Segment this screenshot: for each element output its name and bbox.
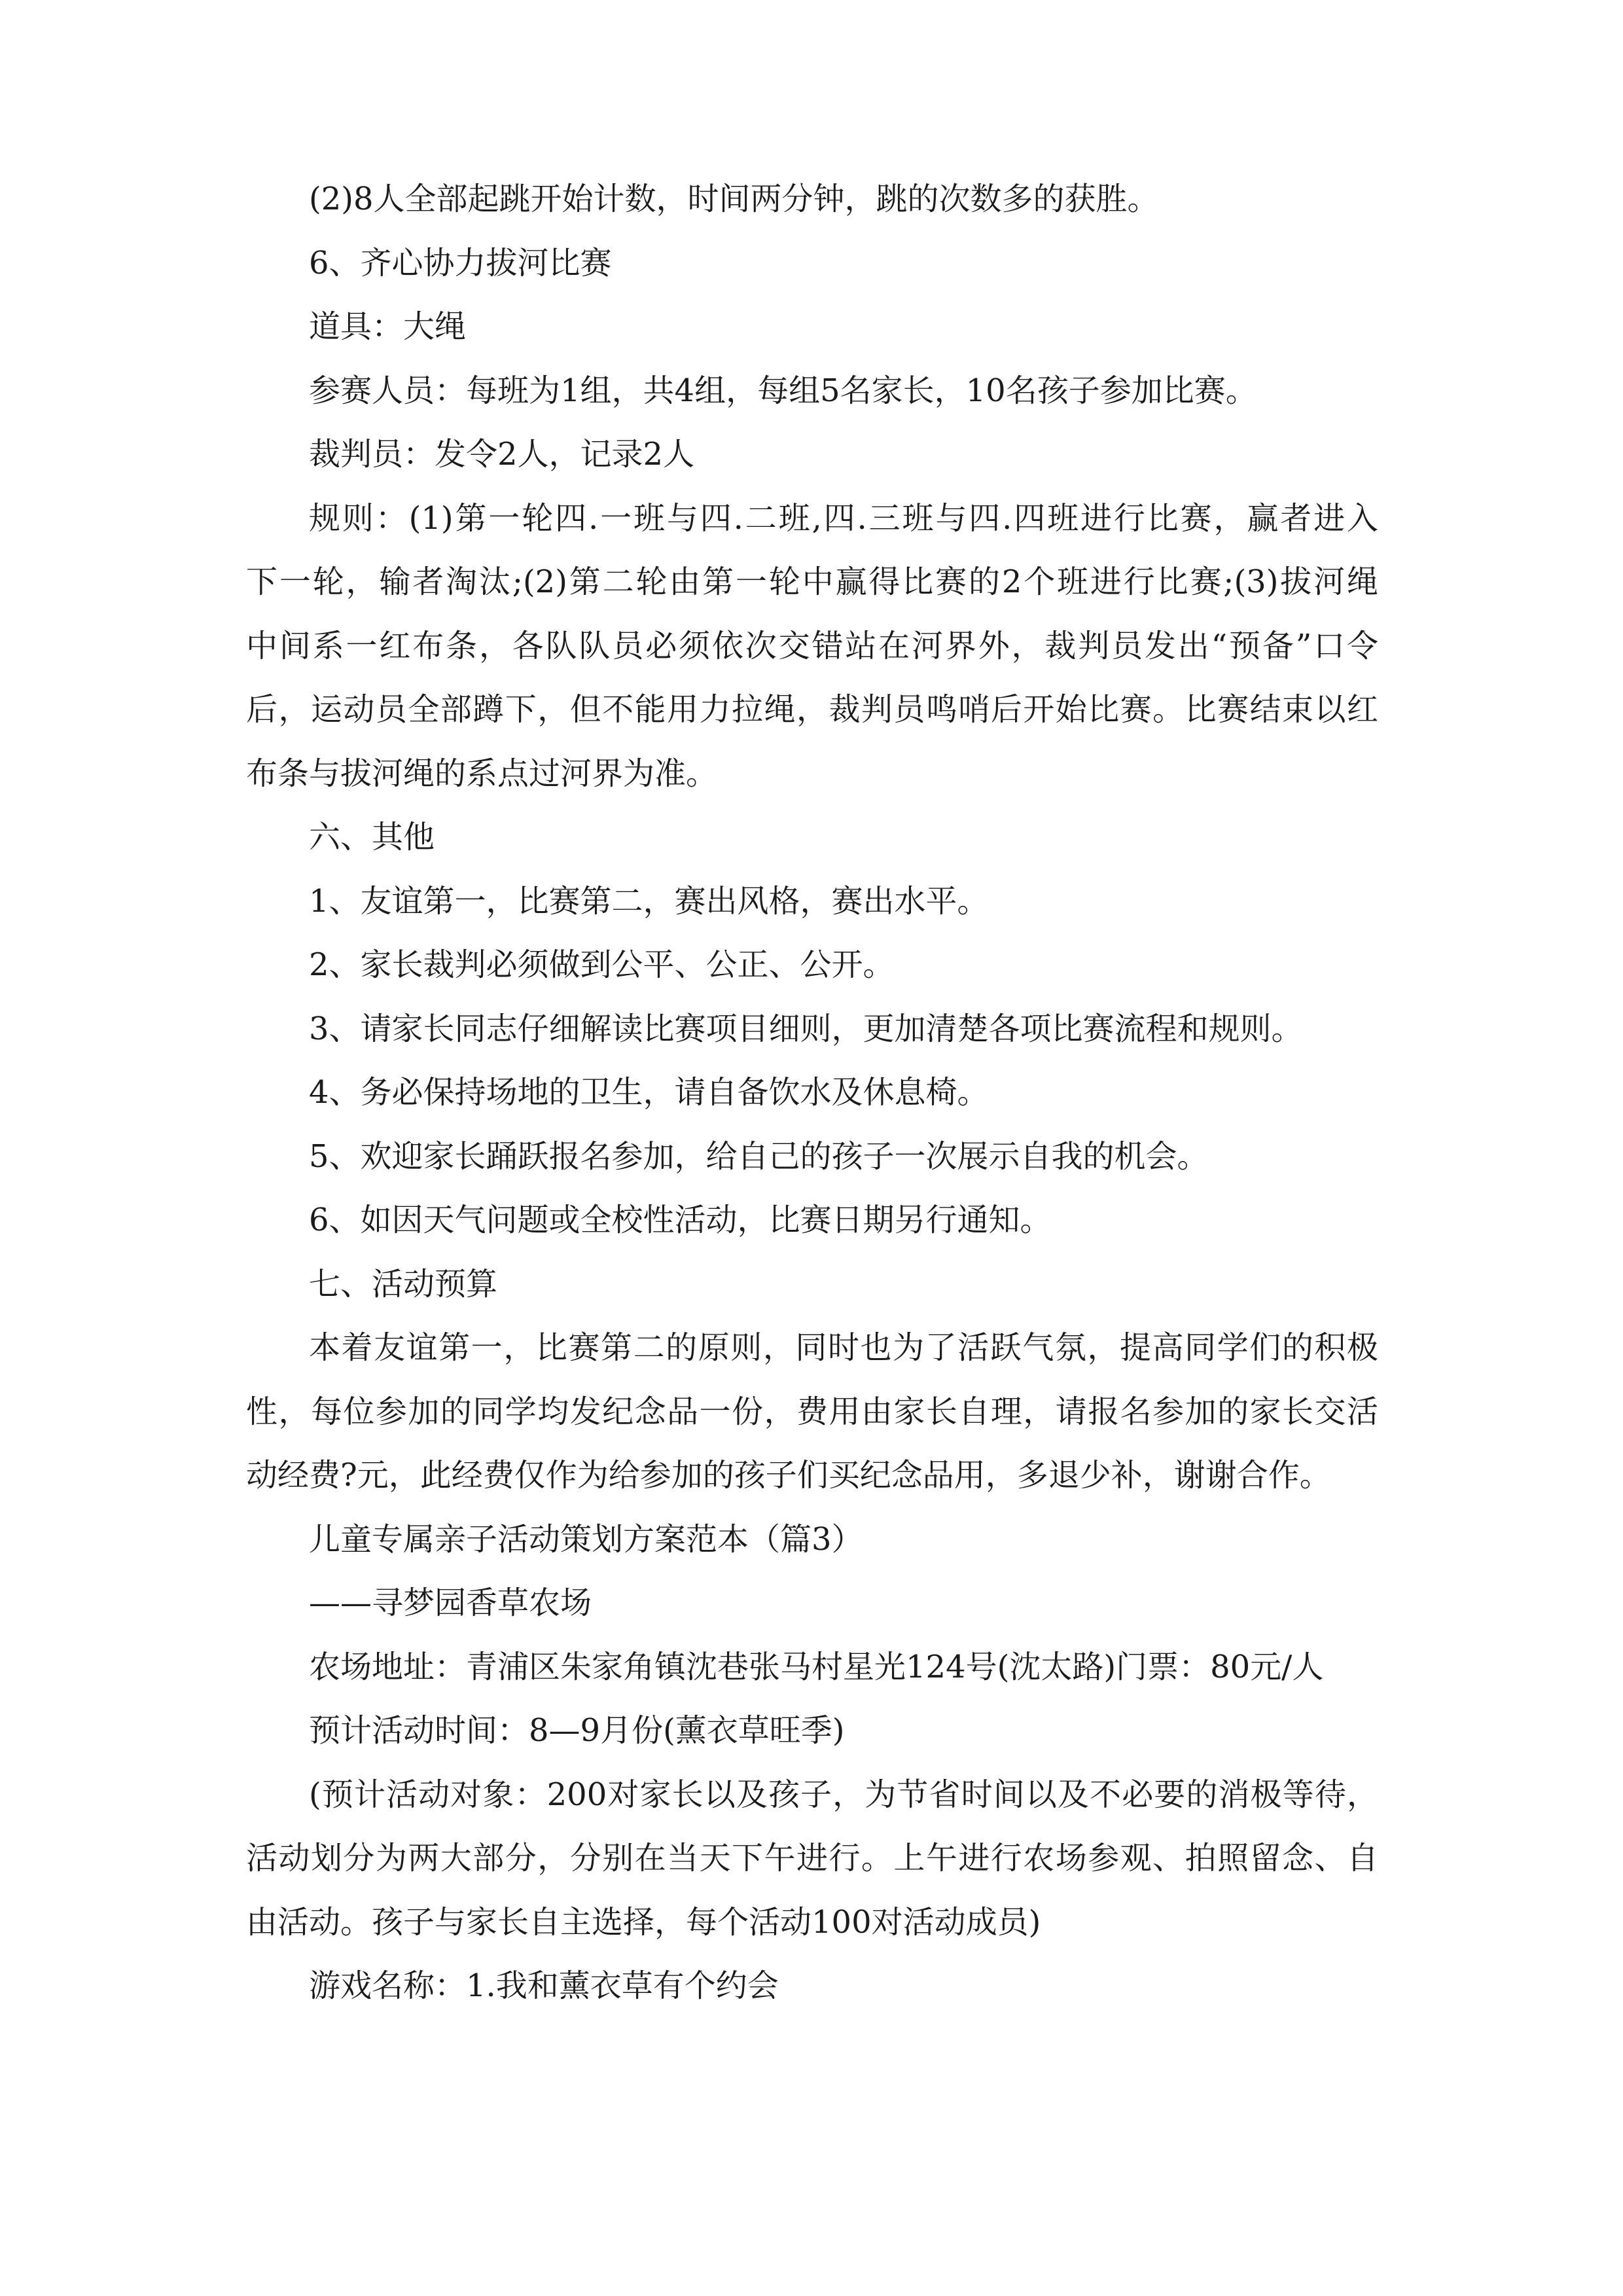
paragraph-line: 农场地址：青浦区朱家角镇沈巷张马村星光124号(沈太路)门票：80元/人 [309,1648,1324,1685]
paragraph-line: 本着友谊第一，比赛第二的原则，同时也为了活跃气氛，提高同学们的积极 [309,1329,1378,1366]
paragraph-line: 游戏名称：1.我和薰衣草有个约会 [309,1967,779,2004]
list-item: 5、欢迎家长踊跃报名参加，给自己的孩子一次展示自我的机会。 [309,1138,1209,1175]
paragraph-line: 下一轮，输者淘汰;(2)第二轮由第一轮中赢得比赛的2个班进行比赛;(3)拔河绳 [246,564,1378,600]
paragraph-line: 由活动。孩子与家长自主选择，每个活动100对活动成员) [246,1903,1041,1941]
paragraph-line: 性，每位参加的同学均发纪念品一份，费用由家长自理，请报名参加的家长交活 [246,1393,1378,1430]
paragraph-line: 动经费?元，此经费仅作为给参加的孩子们买纪念品用，多退少补，谢谢合作。 [246,1457,1331,1494]
paragraph-line: 预计活动时间：8—9月份(薰衣草旺季) [309,1712,845,1749]
paragraph-line: 布条与拔河绳的系点过河界为准。 [246,755,718,792]
paragraph-line: 活动划分为两大部分，分别在当天下午进行。上午进行农场参观、拍照留念、自 [246,1840,1378,1876]
section-heading: 六、其他 [309,819,435,855]
paragraph-line: (2)8人全部起跳开始计数，时间两分钟，跳的次数多的获胜。 [309,181,1159,217]
section-title: 儿童专属亲子活动策划方案范本（篇3） [309,1520,863,1558]
section-subtitle: ——寻梦园香草农场 [309,1585,592,1621]
document-body [246,168,1378,2018]
paragraph-line: 规则：(1)第一轮四.一班与四.二班,四.三班与四.四班进行比赛，赢者进入 [309,499,1378,537]
section-heading: 6、齐心协力拔河比赛 [309,244,612,281]
paragraph-line: 裁判员：发令2人，记录2人 [309,436,695,473]
list-item: 1、友谊第一，比赛第二，赛出风格，赛出水平。 [309,882,989,920]
list-item: 4、务必保持场地的卫生，请自备饮水及休息椅。 [309,1074,989,1111]
paragraph-line: 参赛人员：每班为1组，共4组，每组5名家长，10名孩子参加比赛。 [309,372,1257,409]
section-heading: 七、活动预算 [309,1265,498,1302]
paragraph-line: 道具：大绳 [309,308,467,345]
paragraph-line: (预计活动对象：200对家长以及孩子，为节省时间以及不必要的消极等待， [309,1776,1378,1813]
paragraph-line: 中间系一红布条，各队队员必须依次交错站在河界外，裁判员发出“预备”口令 [246,627,1378,664]
list-item: 2、家长裁判必须做到公平、公正、公开。 [309,946,895,983]
list-item: 3、请家长同志仔细解读比赛项目细则，更加清楚各项比赛流程和规则。 [309,1010,1303,1047]
paragraph-line: 后，运动员全部蹲下，但不能用力拉绳，裁判员鸣哨后开始比赛。比赛结束以红 [246,691,1378,728]
list-item: 6、如因天气问题或全校性活动，比赛日期另行通知。 [309,1202,1052,1238]
